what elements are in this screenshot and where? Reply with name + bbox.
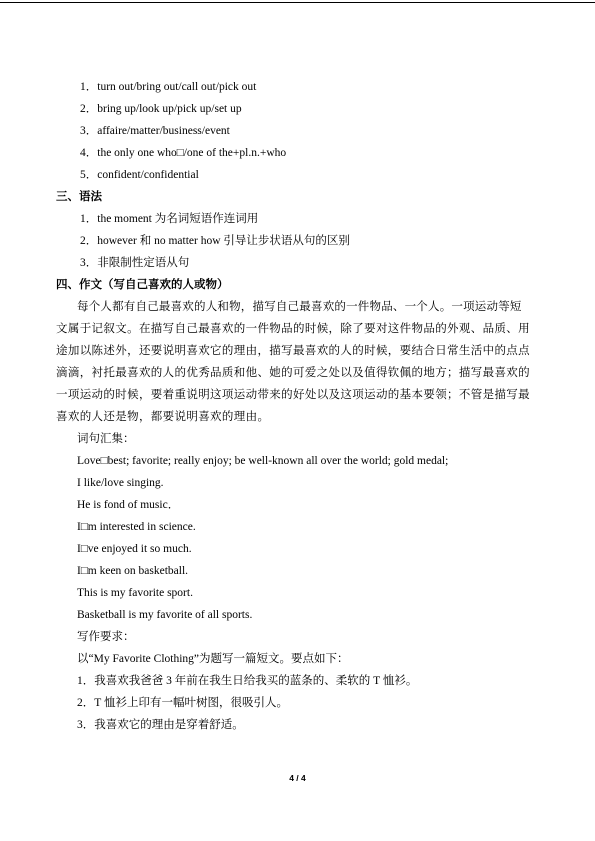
phrase-line: Basketball is my favorite of all sports. [77,609,253,621]
phrase-line: I like/love singing. [77,477,164,489]
paragraph-line: 喜欢的人还是物，都要说明喜欢的理由。 [56,411,270,423]
phrase-line: I□m interested in science. [77,521,196,533]
vocab-item: 1．turn out/bring out/call out/pick out [80,81,257,93]
vocab-item: 5．confident/confidential [80,169,199,181]
page-number: 4 / 4 [289,773,306,783]
paragraph-line: 滴滴，衬托最喜欢的人的优秀品质和他、她的可爱之处以及值得钦佩的地方；描写最喜欢的 [56,367,530,379]
paragraph-line: 每个人都有自己最喜欢的人和物，描写自己最喜欢的一件物品、一个人。一项运动等短 [77,301,522,313]
top-rule [0,2,595,3]
paragraph-line: 途加以陈述外，还要说明喜欢它的理由，描写最喜欢的人的时候，要结合日常生活中的点点 [56,345,530,357]
vocab-item: 2．bring up/look up/pick up/set up [80,103,242,115]
paragraph-line: 一项运动的时候，要着重说明这项运动带来的好处以及这项运动的基本要领；不管是描写最 [56,389,530,401]
writing-heading: 四、作文（写自己喜欢的人或物） [56,279,229,291]
grammar-heading: 三、语法 [56,191,102,203]
task-line: 以“My Favorite Clothing”为题写一篇短文。要点如下： [77,653,349,665]
requirements-label: 写作要求： [77,631,135,643]
phrases-label: 词句汇集： [77,433,135,445]
vocab-item: 4．the only one who□/one of the+pl.n.+who [80,147,287,159]
paragraph-line: 文属于记叙文。在描写自己最喜欢的一件物品的时候，除了要对这件物品的外观、品质、用 [56,323,530,335]
requirement-point: 3．我喜欢它的理由是穿着舒适。 [77,719,244,731]
phrase-line: I□m keen on basketball. [77,565,189,577]
requirement-point: 2．T 恤衫上印有一幅叶树图，很吸引人。 [77,697,288,709]
phrase-line: I□ve enjoyed it so much. [77,543,192,555]
phrase-line: This is my favorite sport. [77,587,193,599]
grammar-item: 3．非限制性定语从句 [80,257,190,269]
vocab-item: 3．affaire/matter/business/event [80,125,230,137]
grammar-item: 1．the moment 为名词短语作连词用 [80,213,259,225]
phrase-line: He is fond of music． [77,499,180,511]
requirement-point: 1．我喜欢我爸爸 3 年前在我生日给我买的蓝条的、柔软的 T 恤衫。 [77,675,418,687]
grammar-item: 2．however 和 no matter how 引导让步状语从句的区别 [80,235,350,247]
phrase-line: Love□best; favorite; really enjoy; be well-known all over the world; gold medal; [77,455,449,467]
